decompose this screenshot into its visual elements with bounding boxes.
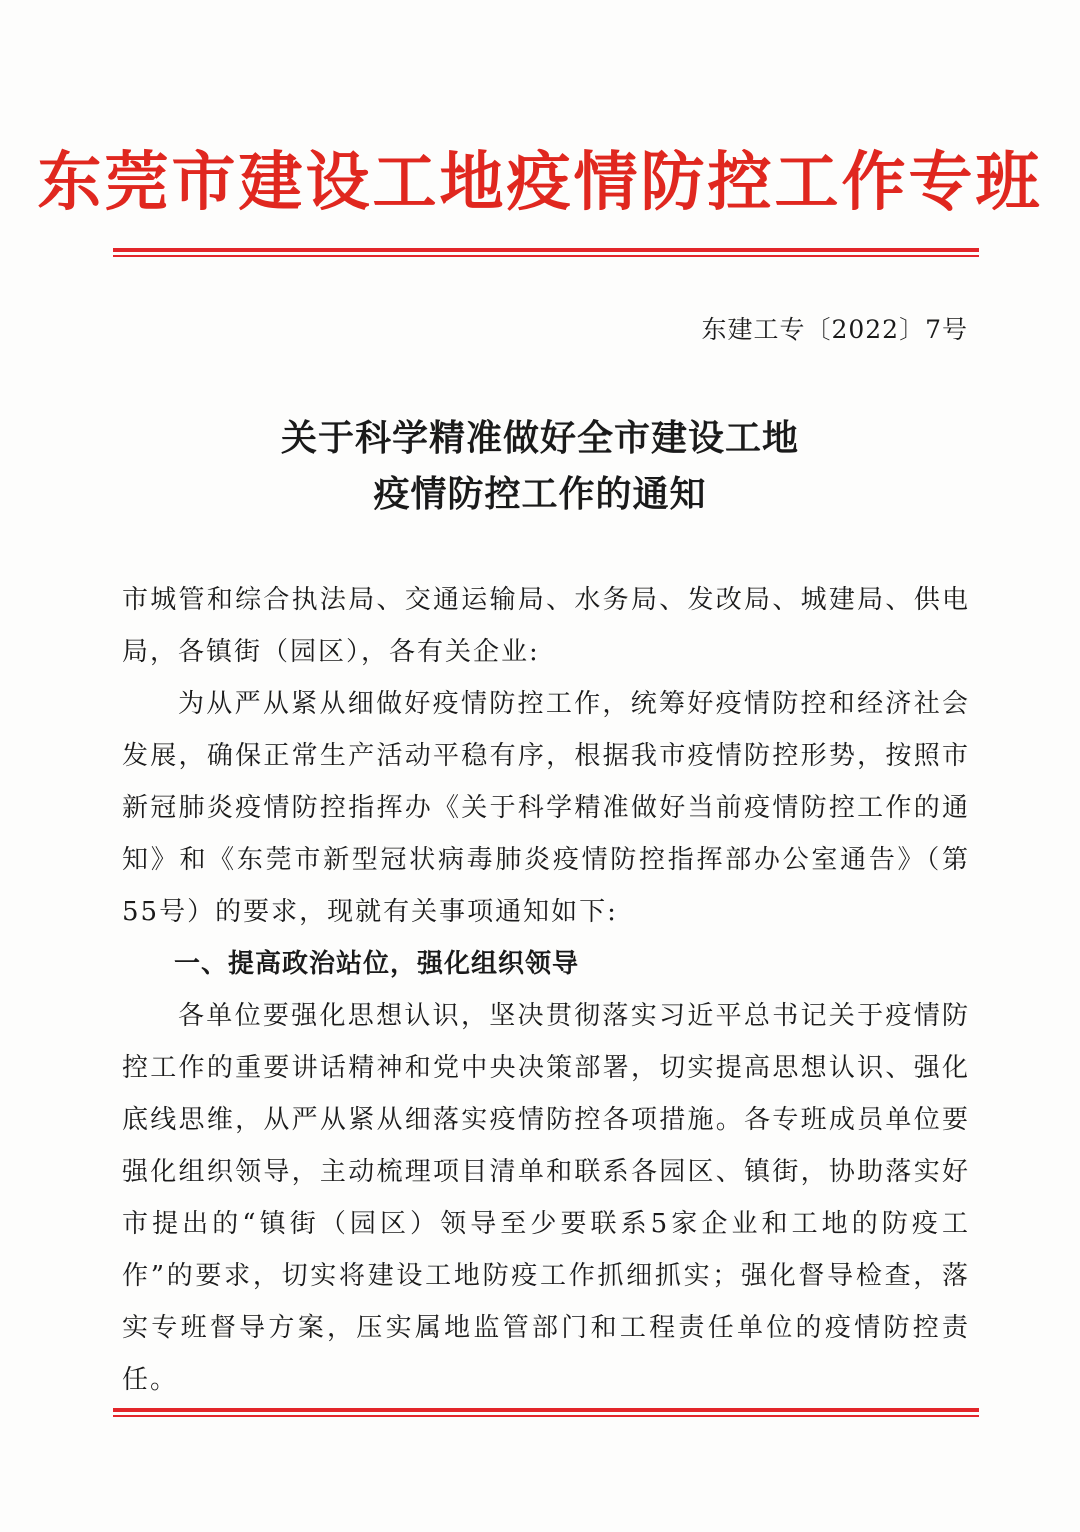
red-rule-thick xyxy=(113,248,979,252)
footer-rule-thick xyxy=(113,1408,979,1412)
notice-title-line-1: 关于科学精准做好全市建设工地 xyxy=(280,417,799,459)
masthead-title: 东莞市建设工地疫情防控工作专班 xyxy=(37,146,1043,220)
section-1-paragraph: 各单位要强化思想认识，坚决贯彻落实习近平总书记关于疫情防控工作的重要讲话精神和党中央决策部署，切实提高思想认识、强化底线思维，从严从紧从细落实疫情防控各项措施。各专班成员单位要强化组织领导，主动梳理项目清单和联系各园区、镇街，协助落实好市提出的“镇街（园区）领导至少要联系5家企业和工地的防疫工作”的要求，切实将建设工地防疫工作抓细抓实；强化督导检查，落实专班督导方案，压实属地监管部门和工程责任单位的疫情防控责任。 xyxy=(122,1001,970,1395)
recipients-paragraph: 市城管和综合执法局、交通运输局、水务局、发改局、城建局、供电局，各镇街（园区），各有关企业: xyxy=(122,585,970,667)
notice-title-line-2: 疫情防控工作的通知 xyxy=(373,473,707,515)
notice-title xyxy=(0,410,1080,522)
masthead-red-rule xyxy=(113,248,979,257)
section-1-heading: 一、提高政治站位，强化组织领导 xyxy=(174,949,580,979)
notice-body xyxy=(122,574,970,1406)
footer-rule-thin xyxy=(113,1415,979,1417)
footer-red-rule xyxy=(113,1408,979,1417)
red-rule-thin xyxy=(113,255,979,257)
document-number: 东建工专〔2022〕7号 xyxy=(701,315,968,344)
intro-paragraph: 为从严从紧从细做好疫情防控工作，统筹好疫情防控和经济社会发展，确保正常生产活动平稳有序，根据我市疫情防控形势，按照市新冠肺炎疫情防控指挥办《关于科学精准做好当前疫情防控工作的通知》和《东莞市新型冠状病毒肺炎疫情防控指挥部办公室通告》（第55号）的要求，现就有关事项通知如下: xyxy=(122,689,970,927)
